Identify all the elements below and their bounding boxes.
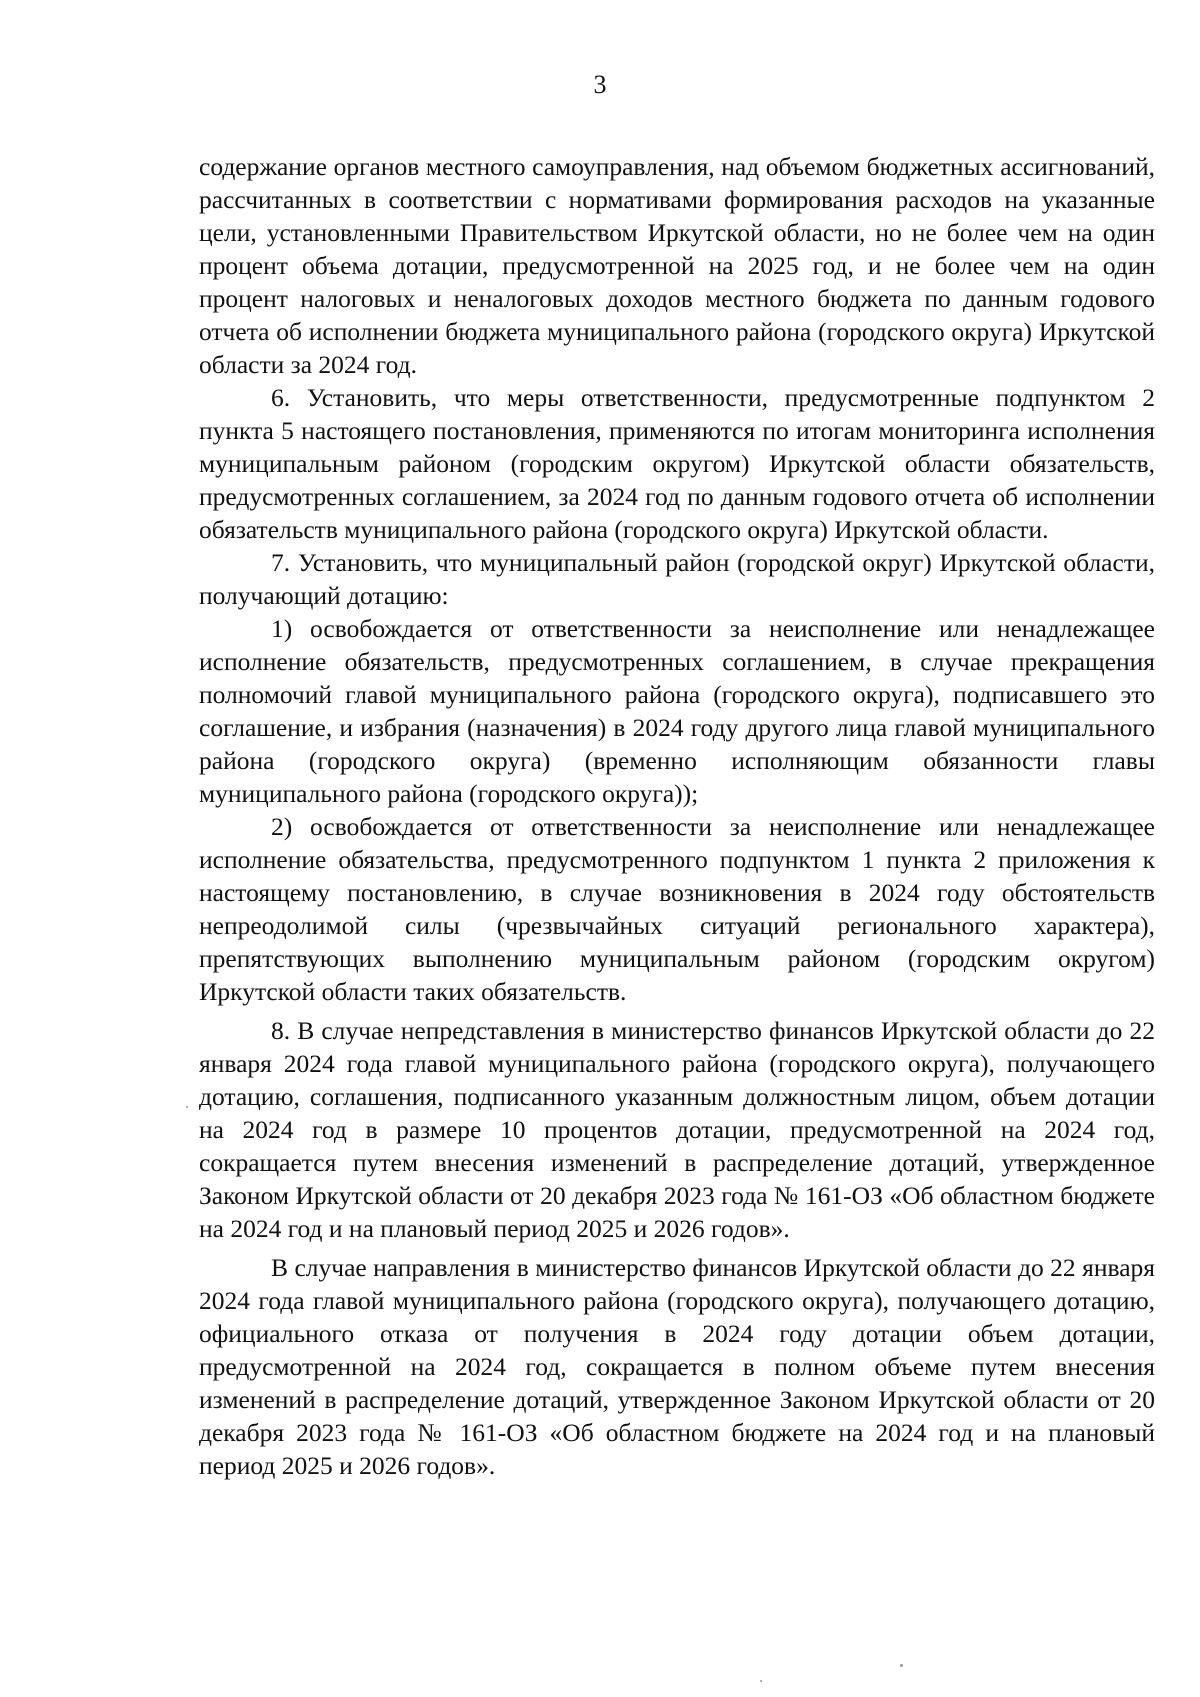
paragraph-item-7: 7. Установить, что муниципальный район (городской округ) Иркутской области, получающий дотацию: — [199, 548, 1155, 610]
paragraph-subitem-2: 2) освобождается от ответственности за неисполнение или ненадлежащее исполнение обязательства, предусмотренного подпунктом 1 пункта 2 приложения к настоящему постановлению, в случае возникновения в 2024 году обстоятельств непреодолимой силы (чрезвычайных ситуаций регионального характера), препятствующих выполнению муниципальным районом (городским округом) Иркутской области таких обязательств. — [199, 812, 1155, 1006]
paragraph-item-8: 8. В случае непредставления в министерство финансов Иркутской области до 22 января 2024 года главой муниципального района (городского округа), получающего дотацию, соглашения, подписанного указанным должностным лицом, объем дотации на 2024 год в размере 10 процентов дотации, предусмотренной на 2024 год, сокращается путем внесения изменений в распределение дотаций, утвержденное Законом Иркутской области от 20 декабря 2023 года № 161-ОЗ «Об областном бюджете на 2024 год и на плановый период 2025 и 2026 годов». — [199, 1016, 1155, 1243]
paragraph-item-8-continuation: В случае направления в министерство финансов Иркутской области до 22 января 2024 года главой муниципального района (городского округа), получающего дотацию, официального отказа от получения в 2024 году дотации объем дотации, предусмотренной на 2024 год, сокращается в полном объеме путем внесения изменений в распределение дотаций, утвержденное Законом Иркутской области от 20 декабря 2023 года № 161-ОЗ «Об областном бюджете на 2024 год и на плановый период 2025 и 2026 годов». — [199, 1253, 1155, 1480]
paragraph-item-6: 6. Установить, что меры ответственности, предусмотренные подпунктом 2 пункта 5 настоящего постановления, применяются по итогам мониторинга исполнения муниципальным районом (городским округом) Иркутской области обязательств, предусмотренных соглашением, за 2024 год по данным годового отчета об исполнении обязательств муниципального района (городского округа) Иркутской области. — [199, 383, 1155, 544]
scan-speck — [760, 1680, 762, 1682]
paragraph-subitem-1: 1) освобождается от ответственности за неисполнение или ненадлежащее исполнение обязательств, предусмотренных соглашением, в случае прекращения полномочий главой муниципального района (городского округа), подписавшего это соглашение, и избрания (назначения) в 2024 году другого лица главой муниципального района (городского округа) (временно исполняющим обязанности главы муниципального района (городского округа)); — [199, 614, 1155, 808]
document-body — [199, 150, 1155, 1482]
scan-speck — [900, 1664, 903, 1667]
scan-speck — [186, 1106, 188, 1108]
paragraph-continuation: содержание органов местного самоуправления, над объемом бюджетных ассигнований, рассчитанных в соответствии с нормативами формирования расходов на указанные цели, установленными Правительством Иркутской области, но не более чем на один процент объема дотации, предусмотренной на 2025 год, и не более чем на один процент налоговых и неналоговых доходов местного бюджета по данным годового отчета об исполнении бюджета муниципального района (городского округа) Иркутской области за 2024 год. — [199, 152, 1155, 379]
page-number: 3 — [593, 70, 607, 99]
